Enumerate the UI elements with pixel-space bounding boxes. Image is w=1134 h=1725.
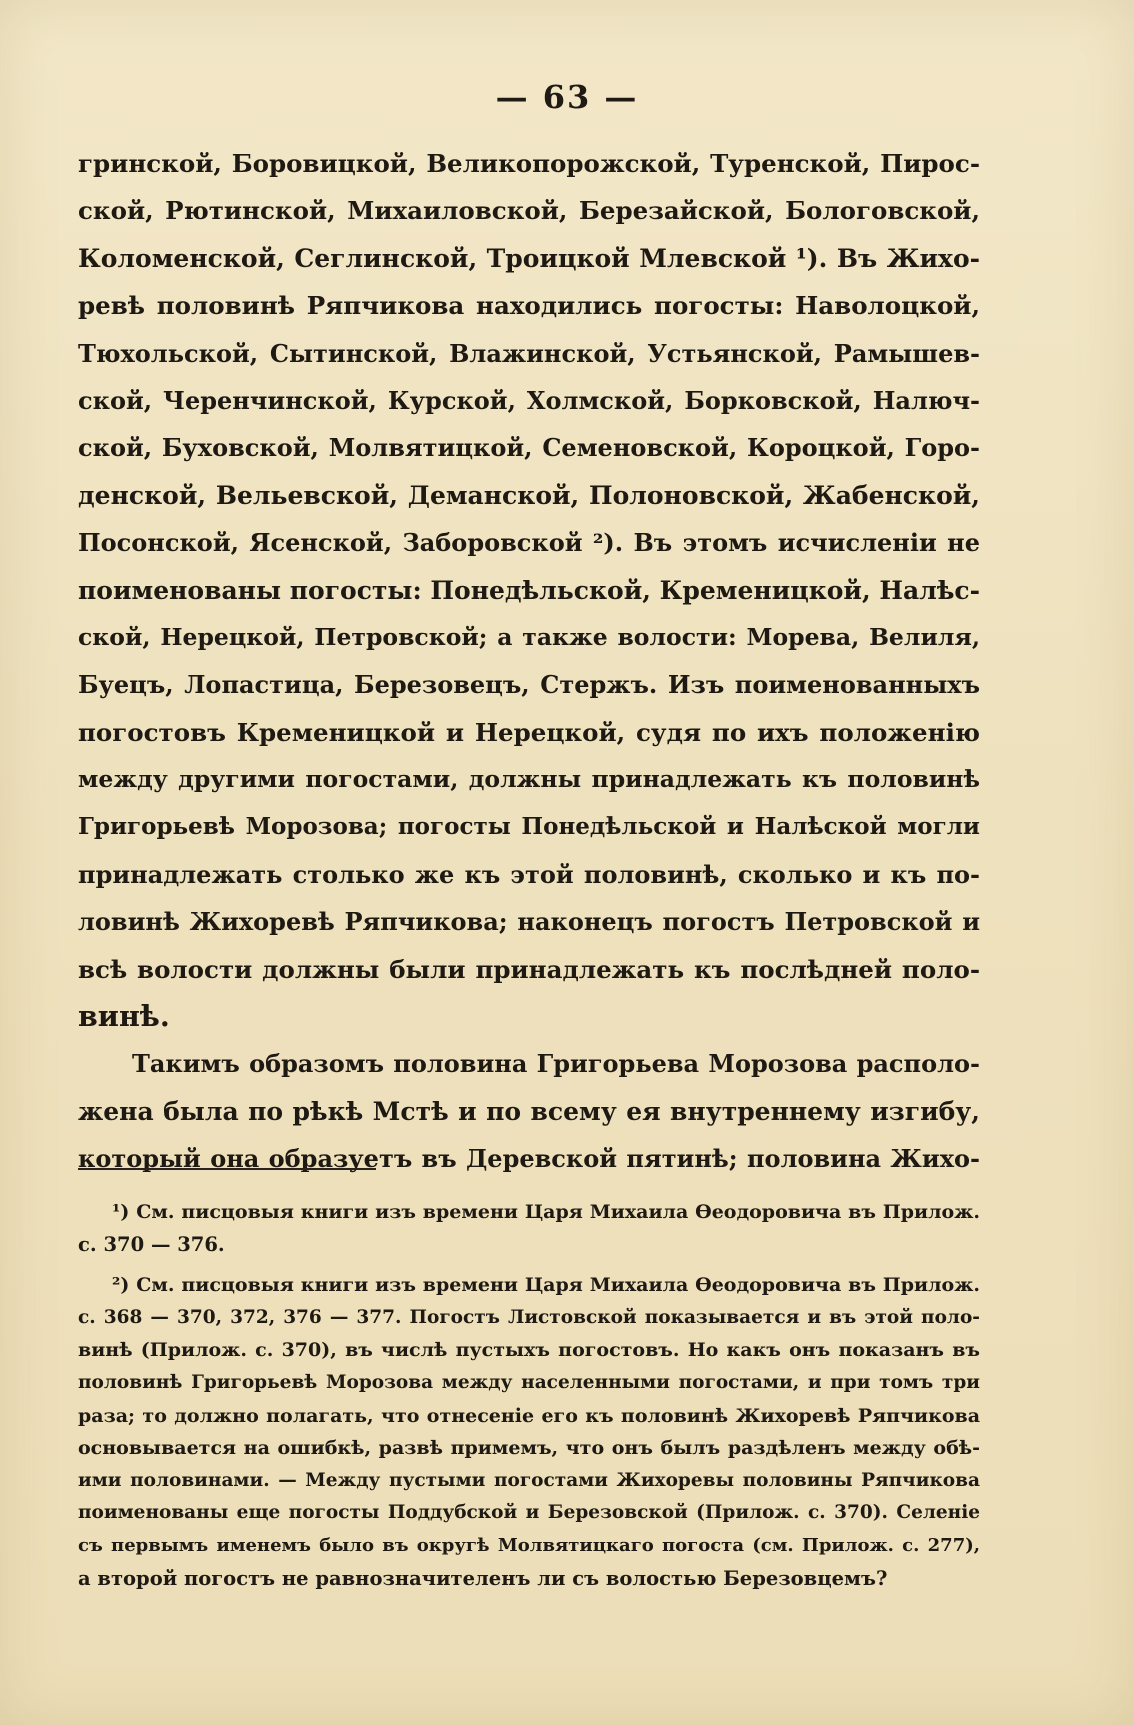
- text-line: поименованы погосты: Понедѣльской, Кременицкой, Налѣс-: [78, 575, 981, 605]
- footnote-line: с. 368 — 370, 372, 376 — 377. Погостъ Листовской показывается и въ этой поло-: [78, 1306, 980, 1328]
- footnote-line: поименованы еще погосты Поддубской и Березовской (Прилож. с. 370). Селеніе: [78, 1502, 980, 1524]
- footnote-line: ими половинами. — Между пустыми погостами Жихоревы половины Ряпчикова: [78, 1469, 980, 1491]
- footnote-line: съ первымъ именемъ было въ округѣ Молвятицкаго погоста (см. Прилож. с. 277),: [78, 1534, 980, 1556]
- text-line: ской, Черенчинской, Курской, Холмской, Борковской, Налюч-: [78, 385, 980, 415]
- footnote-line: половинѣ Григорьевѣ Морозова между населенными погостами, и при томъ три: [78, 1371, 980, 1393]
- footnote-separator: [78, 1168, 376, 1170]
- text-line: Посонской, Ясенской, Заборовской ²). Въ этомъ исчисленіи не: [78, 528, 980, 558]
- footnote-line: ²) См. писцовыя книги изъ времени Царя Михаила Ѳеодоровича въ Прилож.: [112, 1274, 980, 1297]
- main-text: [78, 140, 980, 1183]
- footnote-line: с. 370 — 376.: [78, 1232, 225, 1256]
- text-line: ловинѣ Жихоревѣ Ряпчикова; наконецъ погостъ Петровской и: [78, 907, 980, 937]
- text-line: всѣ волости должны были принадлежать къ послѣдней поло-: [78, 954, 980, 984]
- footnote-line: а второй погостъ не равнозначителенъ ли съ волостью Березовцемъ?: [78, 1566, 888, 1590]
- text-line: ской, Буховской, Молвятицкой, Семеновской, Короцкой, Горо-: [78, 433, 980, 463]
- text-line: погостовъ Кременицкой и Нерецкой, судя по ихъ положенію: [78, 717, 980, 747]
- text-line: ской, Рютинской, Михаиловской, Березайской, Бологовской,: [78, 196, 980, 226]
- text-line: Тюхольской, Сытинской, Влажинской, Устьянской, Рамышев-: [78, 338, 980, 368]
- text-line: Григорьевѣ Морозова; погосты Понедѣльской и Налѣской могли: [78, 813, 980, 841]
- page-number: — 63 —: [495, 78, 639, 116]
- text-line: Буецъ, Лопастица, Березовецъ, Стержъ. Изъ поименованныхъ: [78, 670, 980, 700]
- text-line: который она образуетъ въ Деревской пятинѣ; половина Жихо-: [78, 1144, 980, 1174]
- text-line: винѣ.: [78, 999, 170, 1034]
- text-line: принадлежать столько же къ этой половинѣ, сколько и къ по-: [78, 859, 980, 889]
- text-line: гринской, Боровицкой, Великопорожской, Туренской, Пирос-: [78, 149, 980, 178]
- footnote-line: винѣ (Прилож. с. 370), въ числѣ пустыхъ погостовъ. Но какъ онъ показанъ въ: [78, 1339, 980, 1362]
- text-line: между другими погостами, должны принадлежать къ половинѣ: [78, 765, 980, 794]
- text-line: ской, Нерецкой, Петровской; а также волости: Морева, Велиля,: [78, 622, 980, 651]
- text-line: ревѣ половинѣ Ряпчикова находились погосты: Наволоцкой,: [78, 291, 980, 321]
- text-line: жена была по рѣкѣ Мстѣ и по всему ея внутреннему изгибу,: [78, 1096, 980, 1126]
- text-line: Коломенской, Сеглинской, Троицкой Млевской ¹). Въ Жихо-: [78, 243, 980, 273]
- footnote-line: ¹) См. писцовыя книги изъ времени Царя Михаила Ѳеодоровича въ Прилож.: [112, 1201, 980, 1223]
- footnote-line: основывается на ошибкѣ, развѣ примемъ, что онъ былъ раздѣленъ между обѣ-: [78, 1437, 980, 1460]
- footnotes: [78, 1196, 980, 1595]
- footnote-line: раза; то должно полагать, что отнесеніе его къ половинѣ Жихоревѣ Ряпчикова: [78, 1404, 980, 1427]
- paragraph-start-line: Такимъ образомъ половина Григорьева Морозова располо-: [132, 1049, 980, 1079]
- text-line: денской, Вельевской, Деманской, Полоновской, Жабенской,: [78, 480, 980, 510]
